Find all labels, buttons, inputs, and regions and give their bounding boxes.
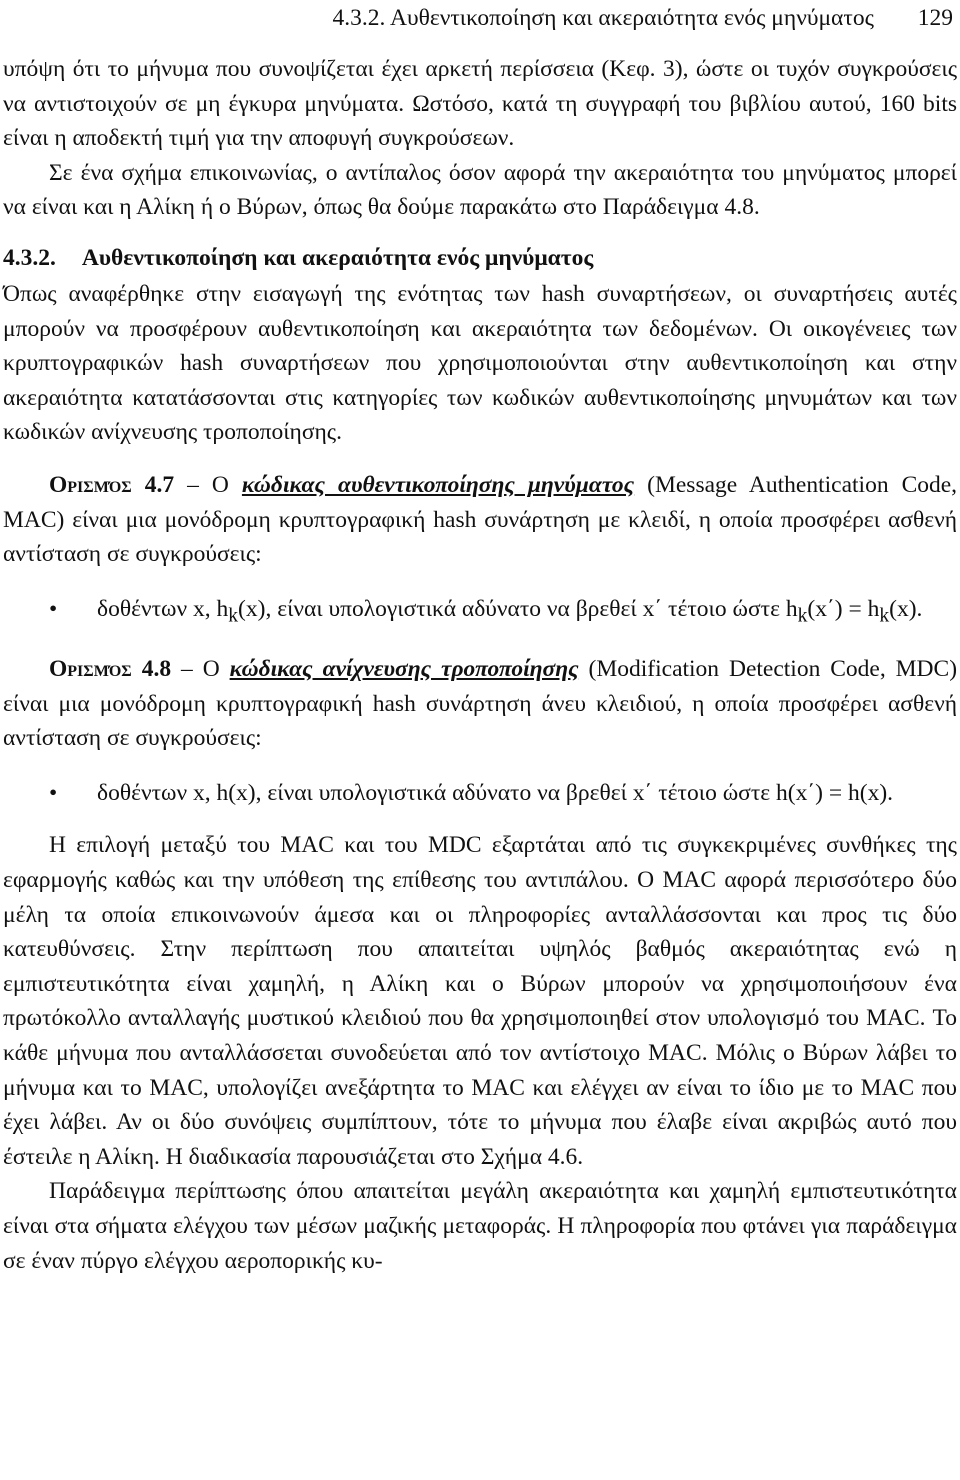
- subscript-k: k: [879, 605, 890, 627]
- paragraph-example: Παράδειγμα περίπτωσης όπου απαιτείται μεγάλη ακεραιότητα και χαμηλή εμπιστευτικότητα είναι στα σήματα ελέγχου των μέσων μαζικής μεταφοράς. Η πληροφορία που φτάνει για παράδειγμα σε έναν πύργο ελέγχου αεροπορικής κυ-: [3, 1178, 957, 1274]
- paragraph-mac-vs-mdc: Η επιλογή μεταξύ του MAC και του MDC εξαρτάται από τις συγκεκριμένες συνθήκες της εφαρμογής καθώς και την υπόθεση της επίθεσης του αντιπάλου. Ο MAC αφορά περισσότερο δύο μέλη τα οποία επικοινωνούν άμεσα και οι πληροφορίες ανταλλάσσονται και προς τις δύο κατευθύνσεις. Στην περίπτωση που απαιτείται υψηλός βαθμός ακεραιότητας ενώ η εμπιστευτικότητα είναι χαμηλή, η Αλίκη και ο Βύρων μπορούν να χρησιμοποιήσουν ένα πρωτόκολλο ανταλλαγής μυστικού κλειδιού που θα χρησιμοποιηθεί στον υπολογισμό του MAC. Το κάθε μήνυμα που ανταλλάσσεται συνοδεύεται από τον αντίστοιχο MAC. Μόλις ο Βύρων λάβει το μήνυμα και το MAC, υπολογίζει ανεξάρτητα το MAC και ελέγχει αν είναι το ίδιο με το MAC που έχει λάβει. Αν οι δύο συνόψεις συμπίπτουν, τότε το μήνυμα που έλαβε είναι ακριβώς αυτό που έστειλε η Αλίκη. Η διαδικασία παρουσιάζεται στο Σχήμα 4.6.: [3, 832, 957, 1170]
- definition-dash: –: [187, 471, 199, 498]
- running-title: 4.3.2. Αυθεντικοποίηση και ακεραιότητα ενός μηνύματος: [332, 5, 874, 31]
- mac-property-list: [3, 592, 957, 634]
- definition-body: (Modification Detection Code, MDC) είναι μια μονόδρομη κρυπτογραφική hash συνάρτηση άνευ κλειδιού, η οποία προσφέρει ασθενή αντίσταση σε συγκρούσεις:: [3, 656, 958, 752]
- list-item: [3, 592, 957, 634]
- definition-label: Ορισμός: [49, 656, 132, 682]
- definition-mdc: [3, 652, 957, 756]
- running-header: [3, 0, 957, 36]
- bullet-text: (x), είναι υπολογιστικά αδύνατο να βρεθεί x΄ τέτοιο ώστε h: [238, 595, 798, 622]
- definition-mac: [3, 468, 957, 572]
- mdc-property-list: [3, 776, 957, 811]
- bullet-text: (x).: [889, 595, 923, 622]
- definition-label: Ορισμός: [49, 471, 132, 498]
- bullet-text: (x΄) = h: [807, 595, 880, 622]
- definition-term: κώδικας αυθεντικοποίησης μηνύματος: [241, 471, 635, 498]
- paragraph-continuation: υπόψη ότι το μήνυμα που συνοψίζεται έχει αρκετή περίσσεια (Κεφ. 3), ώστε οι τυχόν συγκρούσεις να αντιστοιχούν σε μη έγκυρα μηνύματα. Ωστόσο, κατά τη συγγραφή του βιβλίου αυτού, 160 bits είναι η αποδεκτή τιμή για την αποφυγή συγκρούσεων.: [3, 56, 957, 152]
- subscript-k: k: [228, 605, 239, 627]
- section-number: 4.3.2.: [3, 244, 56, 271]
- definition-dash: –: [181, 656, 193, 682]
- bullet-text: δοθέντων x, h: [97, 595, 229, 622]
- definition-article: Ο: [211, 471, 229, 498]
- definition-article: Ο: [202, 656, 220, 682]
- subscript-k: k: [797, 605, 808, 627]
- list-item: • δοθέντων x, h(x), είναι υπολογιστικά αδύνατο να βρεθεί x΄ τέτοιο ώστε h(x΄) = h(x).: [3, 776, 957, 811]
- definition-body: (Message Authentication Code, MAC) είναι μια μονόδρομη κρυπτογραφική hash συνάρτηση με κλειδί, η οποία προσφέρει ασθενή αντίσταση σε συγκρούσεις:: [3, 471, 958, 568]
- definition-term: κώδικας ανίχνευσης τροποποίησης: [229, 656, 579, 682]
- definition-number: 4.7: [144, 471, 175, 498]
- section-heading: [3, 243, 957, 273]
- page-number: 129: [917, 5, 953, 31]
- page-body: [3, 52, 957, 1278]
- paragraph-adversary: Σε ένα σχήμα επικοινωνίας, ο αντίπαλος όσον αφορά την ακεραιότητα του μηνύματος μπορεί να είναι και η Αλίκη ή ο Βύρων, όπως θα δούμε παρακάτω στο Παράδειγμα 4.8.: [3, 159, 957, 221]
- section-intro: Όπως αναφέρθηκε στην εισαγωγή της ενότητας των hash συναρτήσεων, οι συναρτήσεις αυτές μπορούν να προσφέρουν αυθεντικοποίηση και ακεραιότητα των δεδομένων. Οι οικογένειες των κρυπτογραφικών hash συναρτήσεων που χρησιμοποιούνται στην αυθεντικοποίηση και στην ακεραιότητα κατατάσσονται στις κατηγορίες των κωδικών αυθεντικοποίησης μηνυμάτων και των κωδικών ανίχνευσης τροποποίησης.: [3, 280, 957, 446]
- section-title: Αυθεντικοποίηση και ακεραιότητα ενός μηνύματος: [81, 244, 594, 271]
- definition-number: 4.8: [141, 656, 172, 682]
